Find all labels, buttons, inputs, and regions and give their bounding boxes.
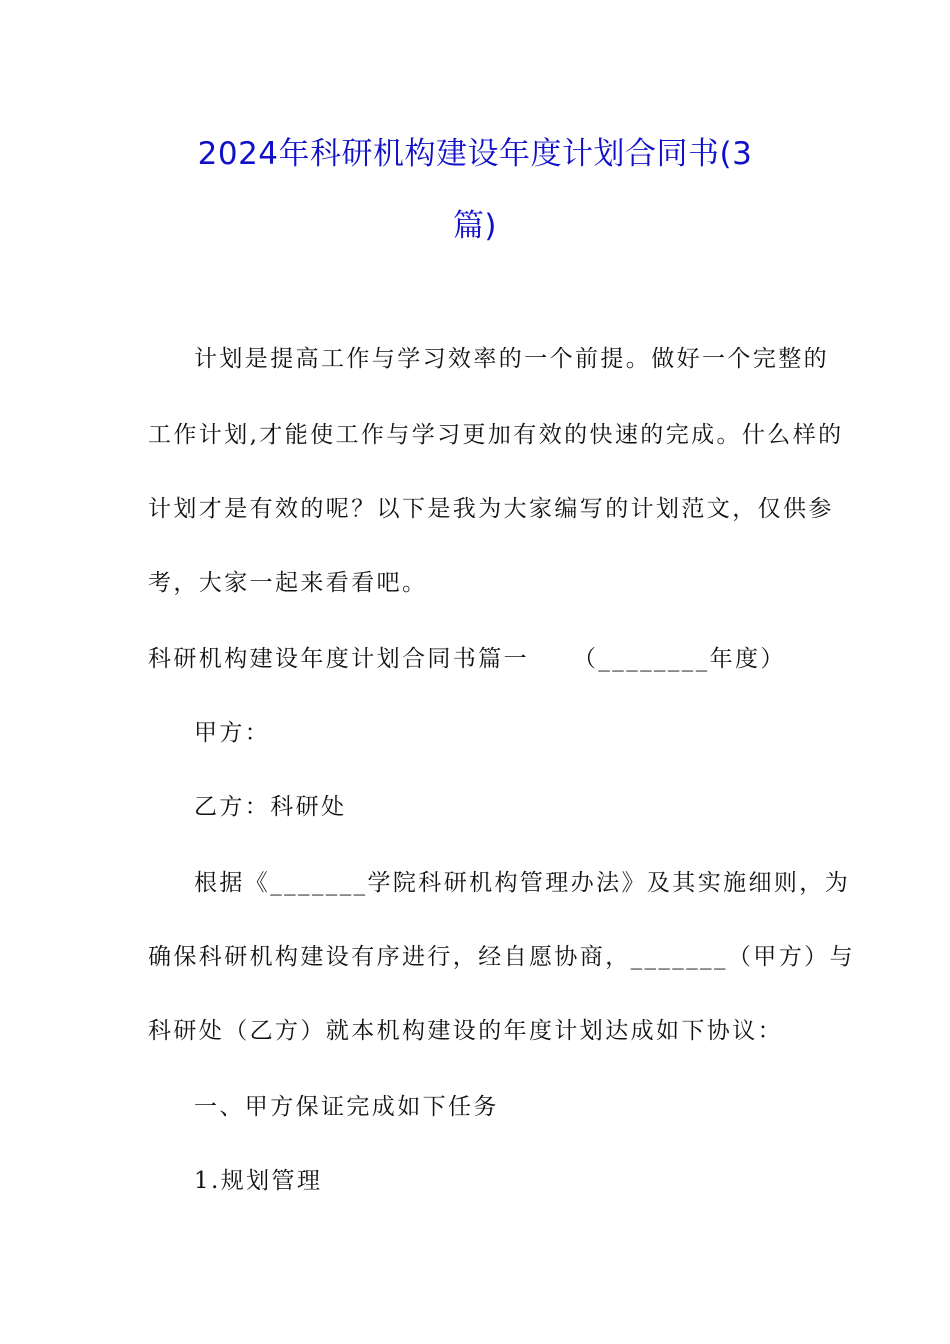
task-item-planning: 1.规划管理 (194, 1168, 323, 1194)
intro-line-3: 计划才是有效的呢？以下是我为大家编写的计划范文，仅供参 (148, 496, 834, 522)
document-title-line-2: 篇) (452, 208, 498, 244)
document-title-line-1: 2024年科研机构建设年度计划合同书(3 (197, 136, 753, 172)
party-b-line: 乙方：科研处 (194, 794, 347, 820)
party-a-line: 甲方： (194, 720, 271, 746)
agreement-line-2: 确保科研机构建设有序进行，经自愿协商，_______（甲方）与 (148, 944, 855, 970)
agreement-line-1: 根据《_______学院科研机构管理办法》及其实施细则，为 (194, 870, 851, 896)
intro-line-2: 工作计划,才能使工作与学习更加有效的快速的完成。什么样的 (148, 422, 844, 448)
intro-line-4: 考，大家一起来看看吧。 (148, 570, 428, 596)
section-heading-title: 科研机构建设年度计划合同书篇一 (148, 646, 529, 672)
section-heading (148, 644, 786, 674)
agreement-line-3: 科研处（乙方）就本机构建设的年度计划达成如下协议： (148, 1018, 783, 1044)
section-year-note: （________年度） (573, 646, 786, 672)
intro-line-1: 计划是提高工作与学习效率的一个前提。做好一个完整的 (194, 346, 829, 372)
task-heading: 一、甲方保证完成如下任务 (194, 1094, 499, 1120)
